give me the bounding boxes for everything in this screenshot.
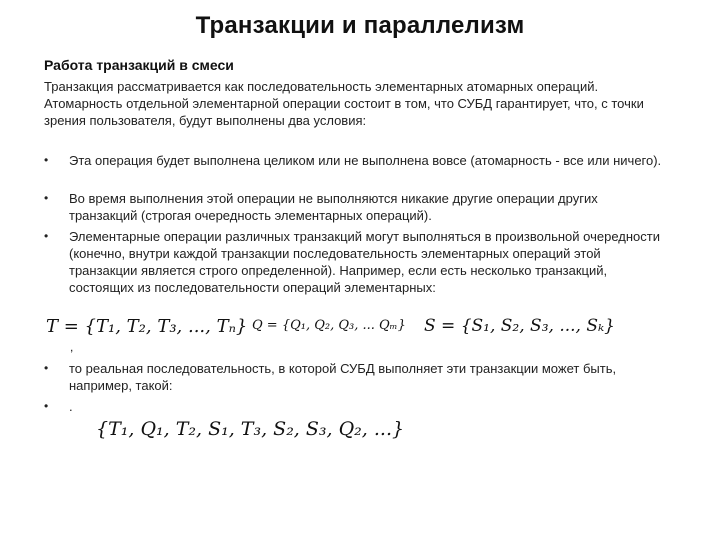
- list-item-text: то реальная последовательность, в которой СУБД выполняет эти транзакции может быть, например, такой:: [69, 361, 617, 393]
- intro-paragraph: Транзакция рассматривается как последовательность элементарных атомарных операций. Атомарность отдельной элементарной операции состоит в том, что СУБД гарантирует, что, с точки зрения пользователя, будут выполнены два условия:: [44, 79, 644, 128]
- bullet: •: [44, 153, 49, 167]
- page-title: Транзакции и параллелизм: [195, 12, 525, 39]
- formula-mixed-sequence: {T₁, Q₁, T₂, S₁, T₃, S₂, S₃, Q₂, ...}: [96, 418, 405, 440]
- bullet: •: [44, 229, 49, 243]
- section-subtitle: Работа транзакций в смеси: [44, 57, 234, 73]
- list-item-text: Элементарные операции различных транзакций могут выполняться в произвольной очередности (конечно, внутри каждой транзакции последовательность элементарных операций этой транзакции является строго определенной). Например, если есть несколько транзакций, состоящих из последовательности операций элементарных:: [69, 229, 660, 295]
- bullet: •: [44, 399, 49, 413]
- formula-t-set: T = {T₁, T₂, T₃, ..., Tₙ}: [46, 316, 248, 337]
- formula-separator: ,: [70, 340, 74, 354]
- bullet: •: [44, 361, 49, 375]
- list-item-text: Во время выполнения этой операции не выполняются никакие другие операции других транзакций (строгая очередность элементарных операций).: [69, 191, 598, 223]
- formula-s-set: S = {S₁, S₂, S₃, ..., Sₖ}: [424, 316, 616, 336]
- list-item-text: .: [69, 399, 73, 414]
- formula-q-set: Q = {Q₁, Q₂, Q₃, ... Qₘ}: [252, 318, 406, 333]
- bullet: •: [44, 191, 49, 205]
- list-item-text: Эта операция будет выполнена целиком или не выполнена вовсе (атомарность - все или ничего).: [69, 153, 662, 168]
